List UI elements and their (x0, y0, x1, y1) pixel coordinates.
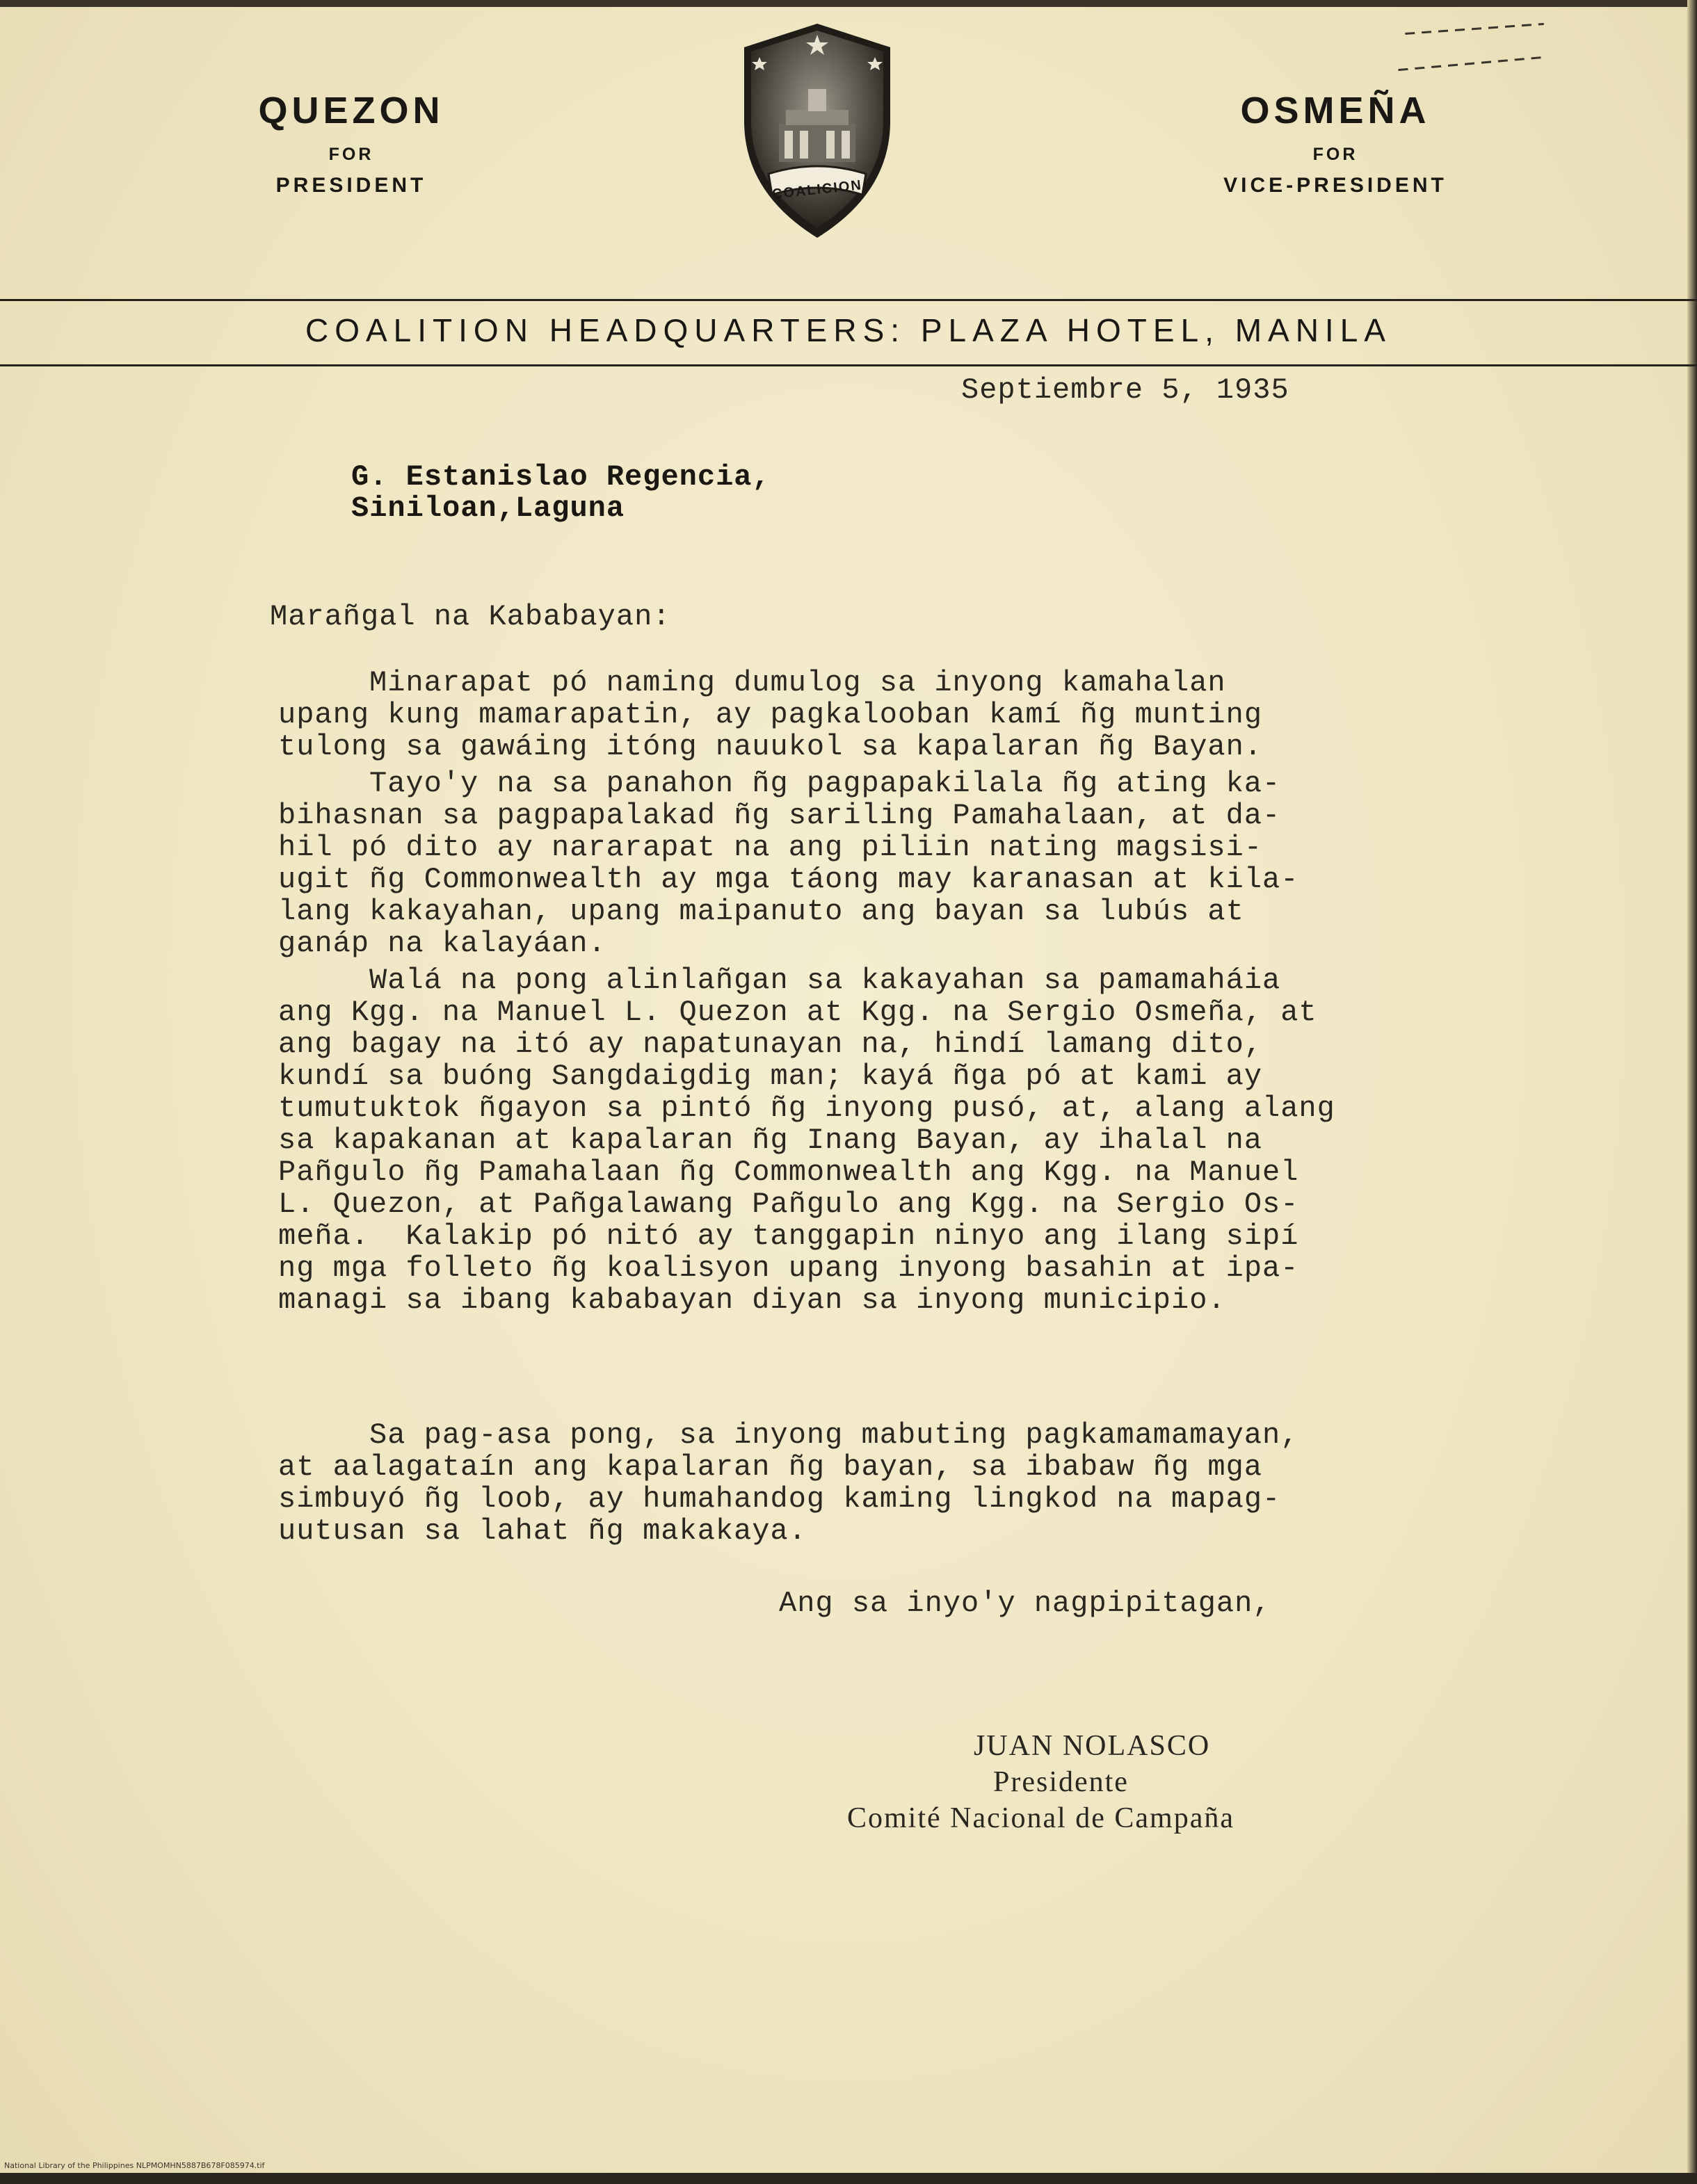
pencil-mark (1398, 56, 1543, 71)
body-line: managi sa ibang kababayan diyan sa inyong municipio. (278, 1284, 1226, 1317)
pencil-mark (1405, 23, 1544, 35)
recipient-address: Siniloan,Laguna (351, 492, 625, 525)
letterhead-osmena-for: FOR (1312, 145, 1358, 164)
letterhead-osmena-office: VICE-PRESIDENT (1223, 174, 1447, 197)
body-line: lang kakayahan, upang maipanuto ang bayan sa lubús at (278, 895, 1244, 928)
body-line: meña. Kalakip pó nitó ay tanggapin ninyo ang ilang sipí (278, 1220, 1299, 1253)
letterhead-quezon: QUEZON (258, 90, 444, 131)
body-line: sa kapakanan at kapalaran ñg Inang Bayan, ay ihalal na (278, 1124, 1263, 1157)
body-line: tumutuktok ñgayon sa pintó ñg inyong pusó, at, alang alang (278, 1092, 1335, 1125)
closing-line: Sa pag-asa pong, sa inyong mabuting pagkamamamayan, (278, 1418, 1299, 1452)
scan-edge-bottom (0, 2173, 1697, 2184)
header-rule-top (0, 299, 1697, 301)
body-line: Minarapat pó naming dumulog sa inyong kamahalan (278, 666, 1226, 699)
body-line: Tayo'y na sa panahon ñg pagpapakilala ñg ating ka- (278, 767, 1281, 800)
body-line: Walá na pong alinlañgan sa kakayahan sa pamamaháia (278, 964, 1281, 997)
body-line: tulong sa gawáing itóng nauukol sa kapalaran ñg Bayan. (278, 730, 1263, 763)
signatory-name: JUAN NOLASCO (974, 1730, 1211, 1762)
body-line: ang bagay na itó ay napatunayan na, hindí lamang dito, (278, 1028, 1263, 1061)
body-line: ugit ñg Commonwealth ay mga táong may karanasan at kila- (278, 863, 1299, 896)
body-line: hil pó dito ay nararapat na ang piliin nating magsisi- (278, 831, 1263, 864)
body-line: bihasnan sa pagpapalakad ñg sariling Pamahalaan, at da- (278, 799, 1281, 832)
letterhead-osmena: OSMEÑA (1240, 90, 1431, 131)
closing-line: at aalagataín ang kapalaran ñg bayan, sa ibabaw ñg mga (278, 1450, 1263, 1484)
archive-tag: National Library of the Philippines NLPMOMHN5887B678F085974.tif (4, 2161, 265, 2170)
letterhead-quezon-office: PRESIDENT (275, 174, 427, 197)
scan-edge-top (0, 0, 1697, 7)
body-line: ng mga folleto ñg koalisyon upang inyong basahin at ipa- (278, 1252, 1299, 1285)
signatory-organization: Comité Nacional de Campaña (847, 1802, 1235, 1834)
body-line: upang kung mamarapatin, ay pagkalooban kamí ñg munting (278, 698, 1263, 731)
headquarters-line: COALITION HEADQUARTERS: PLAZA HOTEL, MANILA (305, 312, 1392, 348)
body-line: ang Kgg. na Manuel L. Quezon at Kgg. na Sergio Osmeña, at (278, 996, 1317, 1029)
coalicion-shield-icon (730, 19, 904, 242)
complimentary-close: Ang sa inyo'y nagpipitagan, (779, 1587, 1271, 1620)
body-line: kundí sa buóng Sangdaigdig man; kayá ñga pó at kami ay (278, 1060, 1263, 1093)
closing-line: uutusan sa lahat ñg makakaya. (278, 1514, 807, 1548)
salutation: Marañgal na Kababayan: (270, 600, 671, 633)
signatory-title: Presidente (993, 1766, 1129, 1798)
body-line: L. Quezon, at Pañgalawang Pañgulo ang Kgg. na Sergio Os- (278, 1188, 1299, 1221)
body-line: Pañgulo ñg Pamahalaan ñg Commonwealth ang Kgg. na Manuel (278, 1156, 1299, 1189)
letterhead-quezon-for: FOR (328, 145, 374, 164)
recipient-name: G. Estanislao Regencia, (351, 460, 771, 494)
letter-date: Septiembre 5, 1935 (961, 373, 1289, 407)
body-line: ganáp na kalayáan. (278, 927, 606, 960)
closing-line: simbuyó ñg loob, ay humahandog kaming lingkod na mapag- (278, 1482, 1281, 1516)
emblem-label: COALICION (771, 177, 863, 202)
header-rule-bottom (0, 364, 1697, 366)
